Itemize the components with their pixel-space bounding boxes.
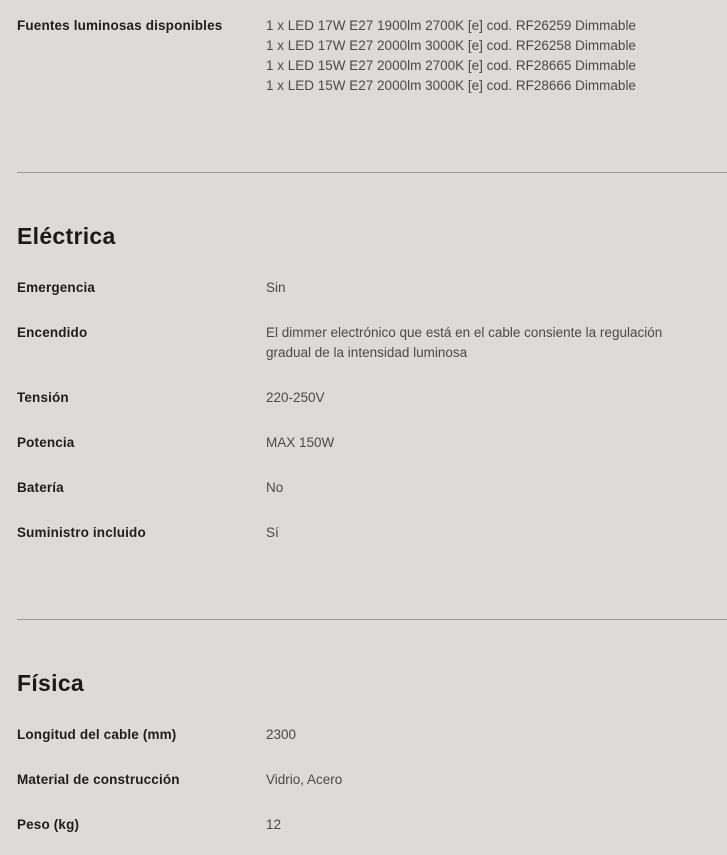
spec-label: Potencia (17, 435, 75, 450)
spec-label: Encendido (17, 325, 88, 340)
spec-label: Suministro incluido (17, 525, 146, 540)
spec-label: Tensión (17, 390, 69, 405)
spec-value (266, 770, 716, 790)
spec-value (266, 478, 716, 498)
spec-value-line: Sin (266, 280, 286, 295)
spec-label: Material de construcción (17, 772, 180, 787)
spec-value-line: El dimmer electrónico que está en el cable consiente la regulación (266, 325, 663, 340)
spec-value (266, 815, 716, 835)
spec-value (266, 388, 716, 408)
section-title-electrica: Eléctrica (17, 223, 116, 249)
spec-value (266, 725, 716, 745)
spec-value-line: MAX 150W (266, 435, 335, 450)
spec-value (266, 278, 716, 298)
light-source-option: 1 x LED 15W E27 2000lm 3000K [e] cod. RF28666 Dimmable (266, 78, 636, 93)
spec-value-line: Sí (266, 525, 279, 540)
spec-value-line: 220-250V (266, 390, 325, 405)
spec-value-line: gradual de la intensidad luminosa (266, 345, 468, 360)
spec-label: Batería (17, 480, 64, 495)
spec-value-line: No (266, 480, 284, 495)
light-source-option: 1 x LED 15W E27 2000lm 2700K [e] cod. RF28665 Dimmable (266, 58, 636, 73)
section-title-fisica: Física (17, 670, 85, 696)
section-divider (17, 172, 727, 173)
spec-value (266, 433, 716, 453)
spec-label: Longitud del cable (mm) (17, 727, 177, 742)
spec-label: Fuentes luminosas disponibles (17, 18, 223, 33)
spec-value (266, 16, 716, 96)
spec-value-line: 2300 (266, 727, 297, 742)
spec-value-line: Vidrio, Acero (266, 772, 343, 787)
spec-label: Peso (kg) (17, 817, 80, 832)
section-divider (17, 619, 727, 620)
spec-value-line: 12 (266, 817, 282, 832)
spec-label: Emergencia (17, 280, 96, 295)
spec-value (266, 523, 716, 543)
spec-value (266, 323, 716, 363)
light-source-option: 1 x LED 17W E27 2000lm 3000K [e] cod. RF26258 Dimmable (266, 38, 636, 53)
light-source-option: 1 x LED 17W E27 1900lm 2700K [e] cod. RF26259 Dimmable (266, 18, 636, 33)
